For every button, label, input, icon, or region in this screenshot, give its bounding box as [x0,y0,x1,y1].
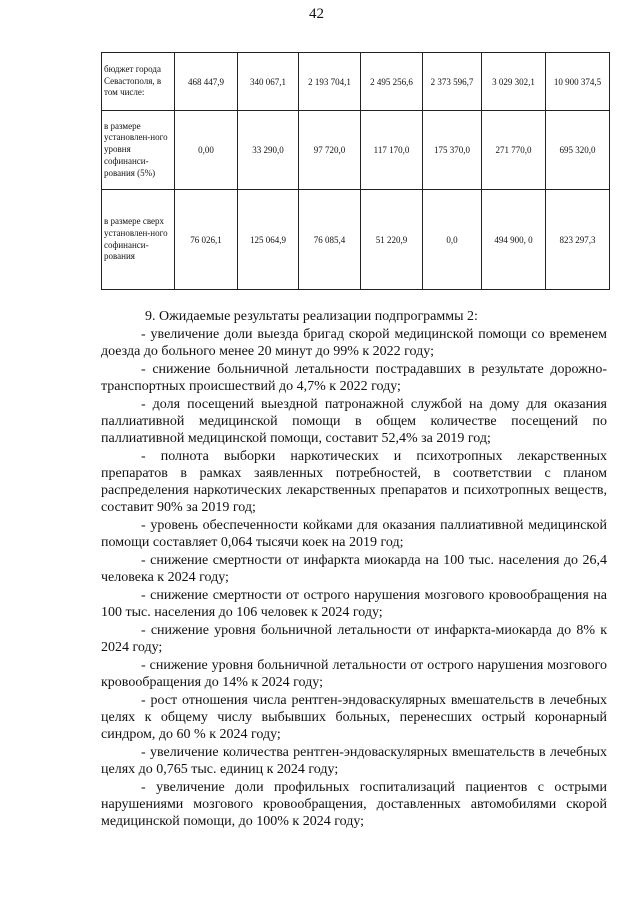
table-cell: 33 290,0 [238,111,299,190]
table-cell: 76 026,1 [175,190,238,290]
table-cell: 175 370,0 [423,111,482,190]
table-cell: 2 373 596,7 [423,53,482,111]
result-item: - увеличение доли выезда бригад скорой медицинской помощи со временем доезда до больного менее 20 минут до 99% к 2022 году; [101,327,607,359]
funding-table [101,52,610,290]
result-item: - снижение смертности от инфаркта миокарда на 100 тыс. населения до 26,4 человека к 2024 году; [101,553,607,585]
table-cell: 10 900 374,5 [546,53,610,111]
table-cell: 51 220,9 [361,190,423,290]
table-cell: 494 900, 0 [482,190,546,290]
result-item: - полнота выборки наркотических и психотропных лекарственных препаратов в рамках заявленных потребностей, в соответствии с планом распределения наркотических лекарственных препаратов и психотропных веществ, составит 90% за 2019 год; [101,449,607,515]
result-item: - рост отношения числа рентген-эндоваскулярных вмешательств в лечебных целях к общему числу выбывших больных, перенесших острый коронарный синдром, до 60 % к 2024 году; [101,693,607,742]
table-cell: 823 297,3 [546,190,610,290]
result-item: - снижение больничной летальности пострадавших в результате дорожно-транспортных происшествий до 4,7% к 2022 году; [101,362,607,394]
result-item: - снижение уровня больничной летальности от острого нарушения мозгового кровообращения до 14% к 2024 году; [101,658,607,690]
table-cell: 0,00 [175,111,238,190]
table-cell: 0,0 [423,190,482,290]
row-label: в размере сверх установлен-ного софинанси-рования [102,190,175,290]
table-cell: 117 170,0 [361,111,423,190]
table-row [102,111,610,190]
result-item: - уровень обеспеченности койками для оказания паллиативной медицинской помощи составляет 0,064 тысячи коек на 2019 год; [101,518,607,550]
table-cell: 340 067,1 [238,53,299,111]
table-cell: 125 064,9 [238,190,299,290]
table-cell: 695 320,0 [546,111,610,190]
result-item: - доля посещений выездной патронажной службой на дому для оказания паллиативной медицинской помощи в общем количестве посещений по паллиативной медицинской помощи, составит 52,4% за 2019 год; [101,397,607,446]
expected-results-section [101,308,607,831]
result-item: - снижение уровня больничной летальности от инфаркта-миокарда до 8% к 2024 году; [101,623,607,655]
table-row [102,53,610,111]
table-cell: 468 447,9 [175,53,238,111]
table-row [102,190,610,290]
result-item: - снижение смертности от острого нарушения мозгового кровообращения на 100 тыс. населения до 106 человек к 2024 году; [101,588,607,620]
result-item: - увеличение доли профильных госпитализаций пациентов с острыми нарушениями мозгового кровообращения, доставленных автомобилями скорой медицинской помощи, до 100% к 2024 году; [101,780,607,829]
table-cell: 3 029 302,1 [482,53,546,111]
table-cell: 2 193 704,1 [299,53,361,111]
row-label: в размере установлен-ного уровня софинанси-рования (5%) [102,111,175,190]
table-cell: 76 085,4 [299,190,361,290]
row-label: бюджет города Севастополя, в том числе: [102,53,175,111]
table-cell: 271 770,0 [482,111,546,190]
table-cell: 97 720,0 [299,111,361,190]
result-item: - увеличение количества рентген-эндоваскулярных вмешательств в лечебных целях до 0,765 тыс. единиц к 2024 году; [101,745,607,777]
table-cell: 2 495 256,6 [361,53,423,111]
section-heading: 9. Ожидаемые результаты реализации подпрограммы 2: [145,309,478,324]
page-number: 42 [309,6,324,22]
